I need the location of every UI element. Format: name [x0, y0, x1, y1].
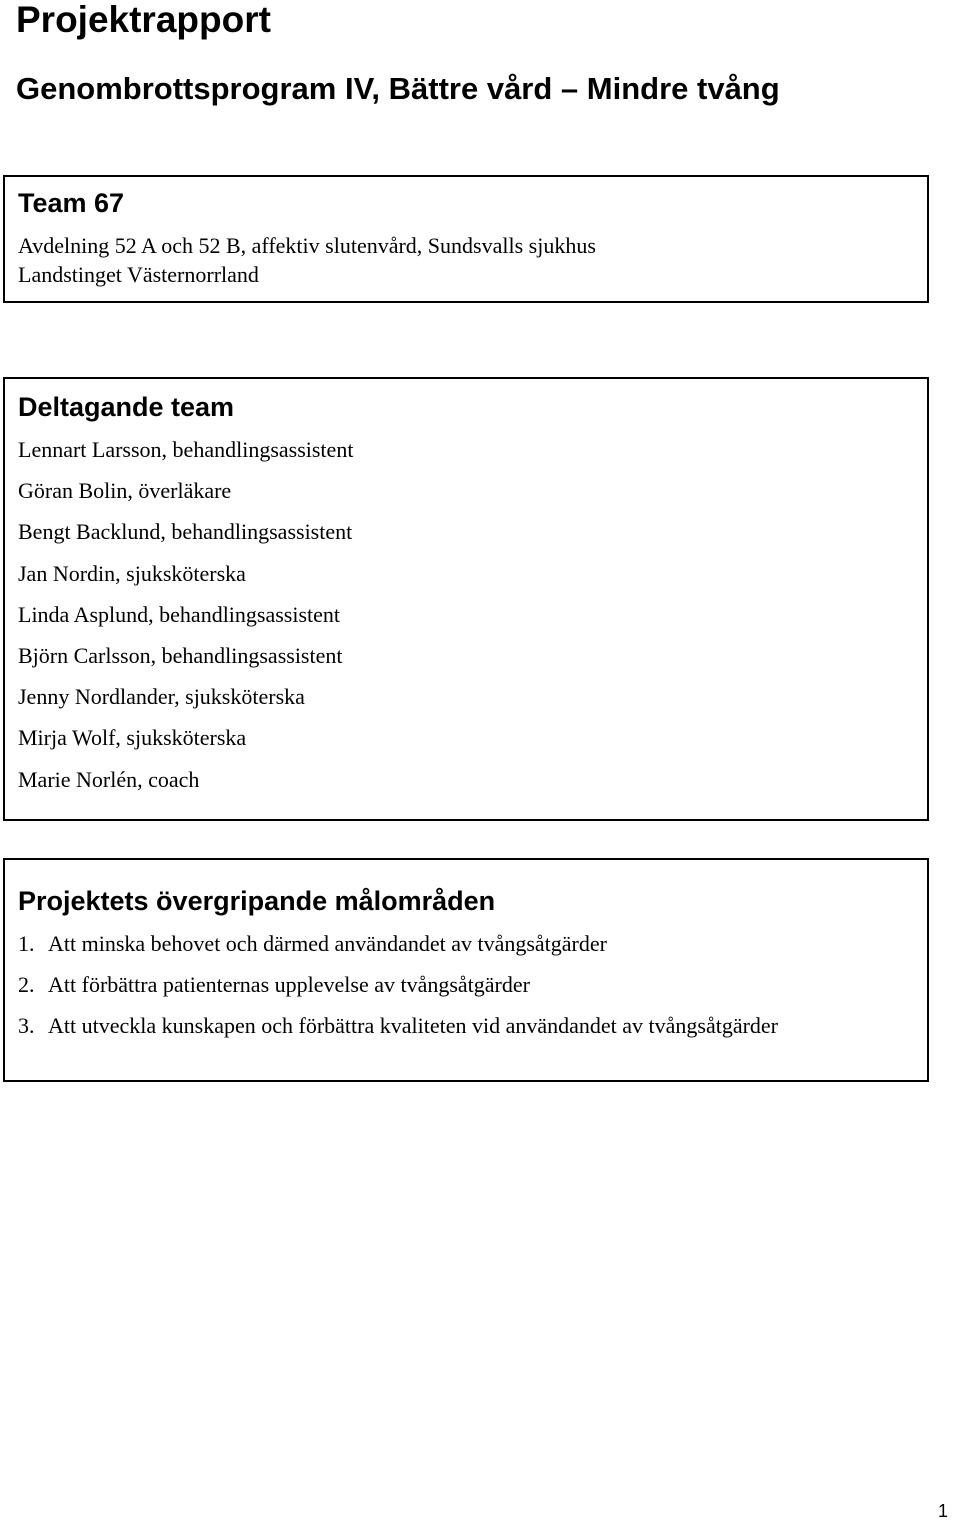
list-item: Göran Bolin, överläkare	[18, 478, 232, 504]
list-item	[18, 1013, 778, 1054]
list-item: Lennart Larsson, behandlingsassistent	[18, 437, 354, 462]
goals-box	[3, 858, 929, 1082]
list-item	[18, 931, 778, 972]
document-title: Projektrapport	[16, 0, 271, 40]
list-item	[18, 972, 778, 1013]
participants-list	[18, 437, 353, 808]
team-county: Landstinget Västernorrland	[18, 262, 259, 287]
list-item: Bengt Backlund, behandlingsassistent	[18, 519, 353, 545]
goal-text: Att utveckla kunskapen och förbättra kvaliteten vid användandet av tvångsåtgärder	[48, 1013, 779, 1039]
goal-number: 2.	[18, 972, 35, 998]
team-department: Avdelning 52 A och 52 B, affektiv slutenvård, Sundsvalls sjukhus	[18, 233, 596, 258]
goals-list	[18, 931, 778, 1055]
list-item: Marie Norlén, coach	[18, 766, 200, 792]
team-box	[3, 175, 929, 303]
team-heading: Team 67	[18, 188, 125, 218]
participants-heading: Deltagande team	[18, 392, 235, 422]
list-item: Mirja Wolf, sjuksköterska	[18, 725, 247, 751]
goal-number: 1.	[18, 931, 35, 956]
list-item: Linda Asplund, behandlingsassistent	[18, 601, 341, 627]
document-subtitle: Genombrottsprogram IV, Bättre vård – Mindre tvång	[16, 71, 780, 106]
participants-box	[3, 377, 929, 821]
goal-number: 3.	[18, 1013, 35, 1039]
list-item: Jan Nordin, sjuksköterska	[18, 560, 246, 586]
goal-text: Att förbättra patienternas upplevelse av tvångsåtgärder	[48, 972, 530, 998]
goals-heading: Projektets övergripande målområden	[18, 886, 496, 916]
goal-text: Att minska behovet och därmed användandet av tvångsåtgärder	[48, 931, 607, 956]
list-item: Björn Carlsson, behandlingsassistent	[18, 642, 343, 668]
page-number: 1	[937, 1501, 948, 1521]
list-item: Jenny Nordlander, sjuksköterska	[18, 684, 305, 710]
